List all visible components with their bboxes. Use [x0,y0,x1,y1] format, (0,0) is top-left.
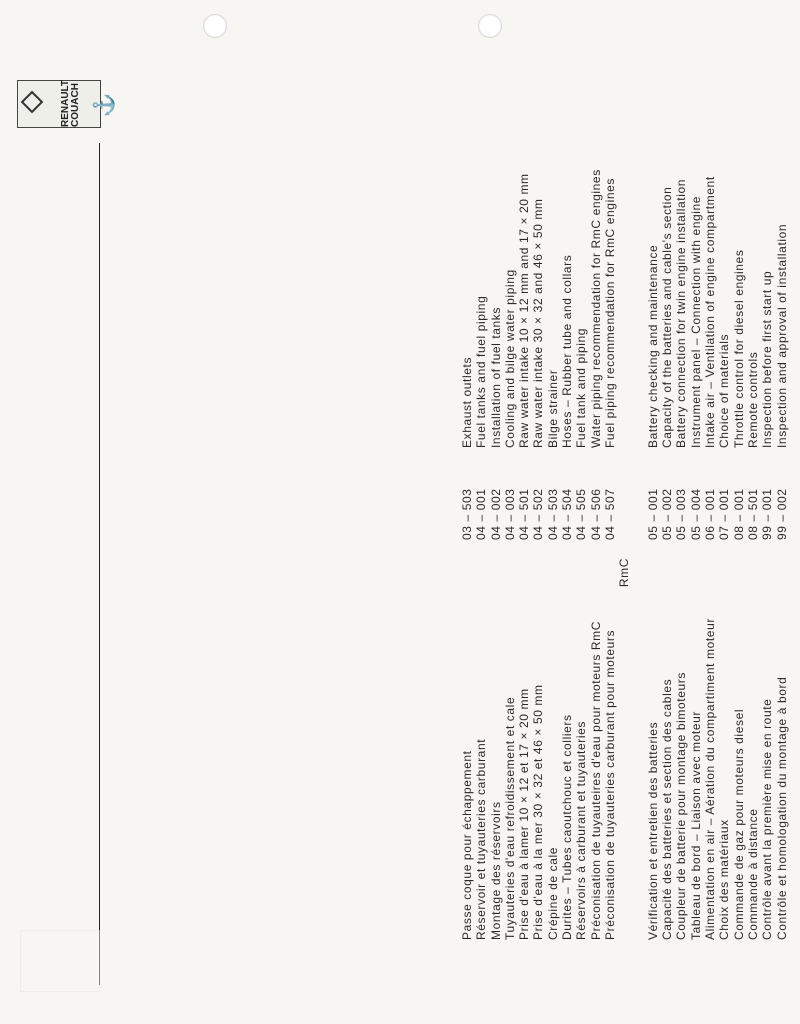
item-code: 05 – 003 [674,488,689,540]
logo-text [60,79,81,127]
item-code: 08 – 501 [745,488,760,540]
item-title-fr: Préconisation de tuyauteries carburant pour moteurs [602,629,617,940]
logo-brand-line2: COUACH [70,83,81,127]
item-title-en: Inspection and approval of installation [774,223,789,448]
item-title-fr: Réservoirs à carburant et tuyauteries [574,721,589,940]
item-code: 05 – 002 [660,488,675,540]
list-item [503,80,517,940]
item-title-en: Battery connection for twin engine installation [674,178,689,448]
item-title-en: Fuel tanks and fuel piping [474,295,489,448]
item-title-fr-continuation: RmC [617,558,632,588]
list-item [546,80,560,940]
item-code [617,448,631,540]
list-item [660,80,674,940]
item-title-en: Fuel piping recommendation for RmC engines [602,178,617,448]
item-title-en: Throttle control for diesel engines [731,249,746,448]
item-title-en: Water piping recommendation for RmC engines [588,169,603,448]
item-title-en: Installation of fuel tanks [488,306,503,448]
item-title-fr: Prise d'eau à lamer 10 × 12 et 17 × 20 mm [517,688,532,940]
list-item [531,80,545,940]
bleed-through-shadow [20,930,100,992]
list-item [589,80,603,940]
item-title-en: Hoses – Rubber tube and collars [560,254,575,448]
logo-brand-line1: RENAULT [60,79,71,127]
item-title-fr: Durites – Tubes caoutchouc et colliers [560,714,575,940]
item-code: 04 – 504 [560,488,575,540]
item-code: 04 – 505 [574,488,589,540]
list-item [603,80,617,940]
list-item [732,80,746,940]
item-title-en: Cooling and bilge water piping [502,269,517,448]
section-gap [632,80,646,940]
item-title-en: Exhaust outlets [460,356,474,448]
list-item [717,80,731,940]
item-title-en: Choice of materials [717,333,732,448]
item-title-fr: Tableau de bord – Liaison avec moteur [688,710,703,940]
list-item [760,80,774,940]
item-title-fr: Choix des matériaux [717,819,732,940]
item-title-en: Raw water intake 10 × 12 mm and 17 × 20 mm [517,173,532,448]
list-item [703,80,717,940]
item-title-en: Inspection before first start up [760,270,775,448]
item-code: 04 – 506 [588,488,603,540]
list-item [489,80,503,940]
item-title-fr: Contrôle avant la première mise en route [760,698,775,940]
punch-hole-right [478,14,502,38]
item-title-fr: Capacité des batteries et section des cables [660,678,675,940]
renault-diamond-icon [21,91,44,114]
list-item [775,80,789,940]
item-title-en: Intake air – Ventilation of engine compartment [703,176,718,448]
item-title-fr: Montage des réservoirs [488,801,503,940]
list-item [560,80,574,940]
item-code: 04 – 001 [474,488,489,540]
item-title-en: Raw water intake 30 × 32 and 46 × 50 mm [531,198,546,448]
list-item [646,80,660,940]
item-title-fr: Préconisation de tuyauteires d'eau pour moteurs RmC [588,620,603,940]
item-code: 07 – 001 [717,488,732,540]
item-code: 04 – 002 [488,488,503,540]
list-item [574,80,588,940]
item-code: 05 – 004 [688,488,703,540]
item-title-en: Remote controls [745,351,760,448]
punch-hole-left [203,14,227,38]
item-code: 05 – 001 [645,488,660,540]
list-item [460,80,474,940]
item-title-fr: Vérification et entretien des batteries [645,721,660,940]
list-item [474,80,488,940]
item-code: 99 – 001 [760,488,775,540]
item-title-en: Bilge strainer [545,369,560,448]
item-title-fr: Réservoir et tuyauteries carburant [474,738,489,940]
item-title-fr: Passe coque pour échappement [460,750,474,940]
item-code: 03 – 503 [460,488,474,540]
item-title-fr: Prise d'eau à la mer 30 × 32 et 46 × 50 mm [531,684,546,940]
item-title-fr: Alimentation en air – Aération du compartiment moteur [703,618,718,940]
item-code: 04 – 501 [517,488,532,540]
item-code: 06 – 001 [703,488,718,540]
item-code: 04 – 507 [602,488,617,540]
item-code: 04 – 503 [545,488,560,540]
item-title-en: Battery checking and maintenance [645,244,660,448]
list-item [674,80,688,940]
table-of-contents [460,80,800,940]
renault-couach-logo [17,79,116,128]
item-code: 99 – 002 [774,488,789,540]
item-title-fr: Contrôle et homologation du montage à bord [774,676,789,940]
item-title-fr: Tuyauteries d'eau refroidissement et cale [502,696,517,940]
item-title-fr: Crépine de cale [545,846,560,940]
list-item-continuation [617,80,631,940]
anchor-icon: ⚓ [93,92,116,118]
list-item [689,80,703,940]
item-code: 08 – 001 [731,488,746,540]
margin-rule [99,143,100,985]
item-title-en: Instrument panel – Connection with engine [688,195,703,448]
item-title-en [617,80,631,448]
item-code: 04 – 502 [531,488,546,540]
item-title-en: Fuel tank and piping [574,327,589,448]
item-title-fr: Coupleur de batterie pour montage bimoteurs [674,672,689,940]
item-title-en: Capacity of the batteries and cable's section [660,186,675,448]
item-code: 04 – 003 [502,488,517,540]
list-item [746,80,760,940]
item-title-fr: Commande de gaz pour moteurs diesel [731,708,746,940]
list-item [517,80,531,940]
item-title-fr: Commande à distance [745,808,760,940]
